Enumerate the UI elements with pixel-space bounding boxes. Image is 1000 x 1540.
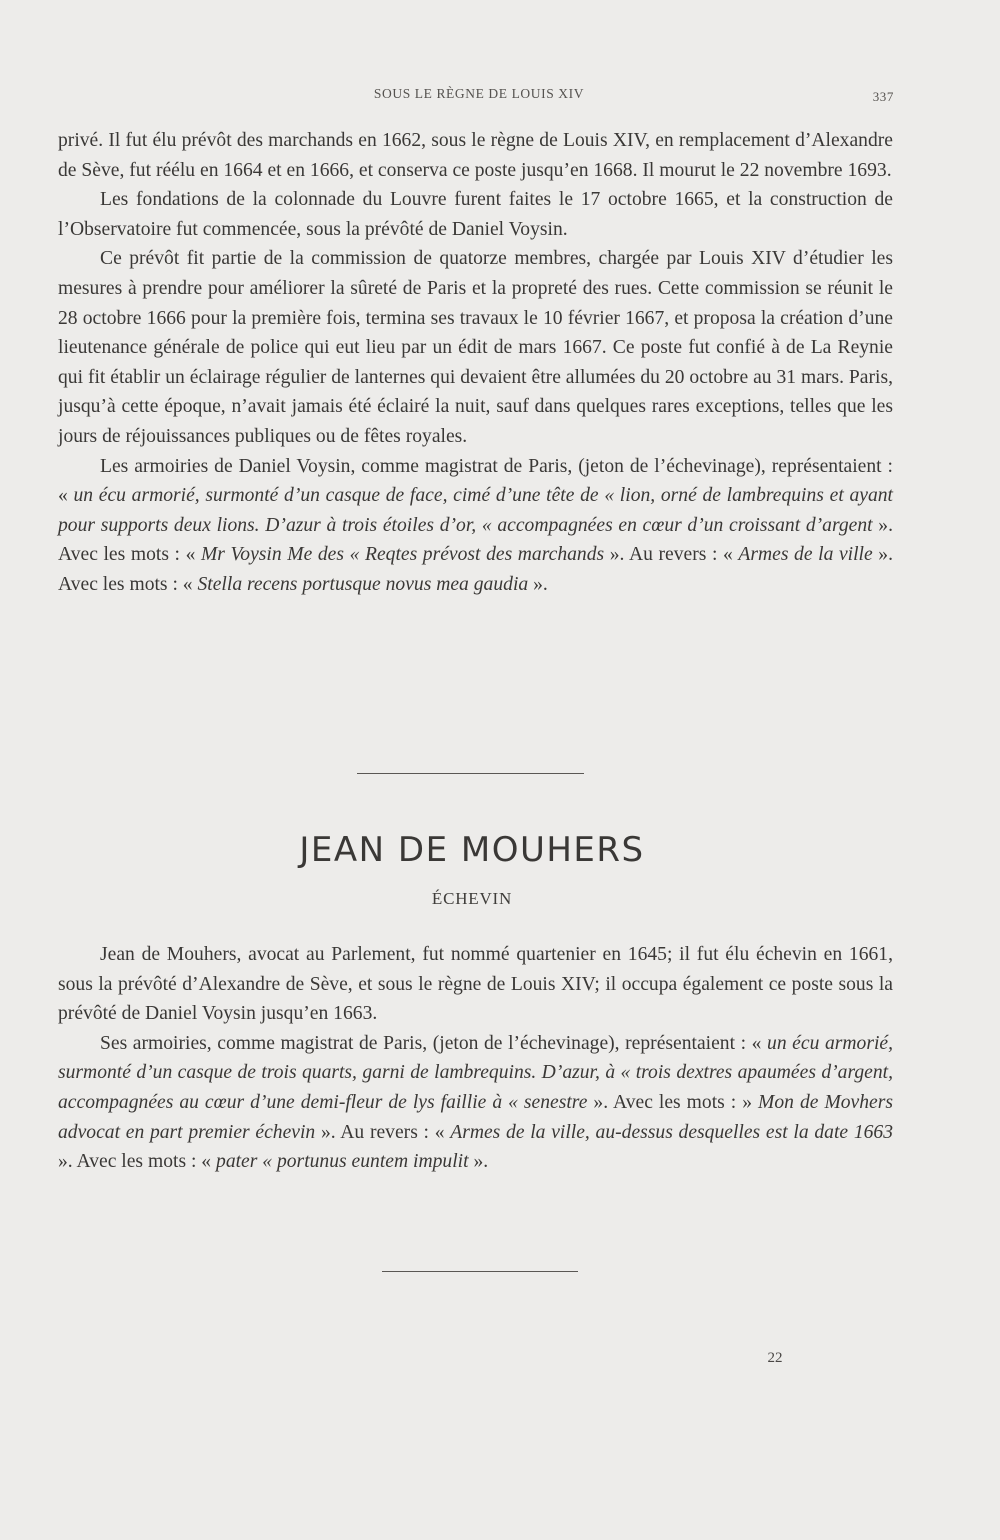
quote-italic: pater « portunus euntem impulit bbox=[216, 1151, 469, 1173]
running-header bbox=[0, 86, 1000, 106]
text-span: ». bbox=[528, 573, 548, 595]
section-voysin-text bbox=[58, 126, 893, 600]
paragraph-armoiries bbox=[58, 452, 893, 600]
text-span: Ses armoiries, comme magistrat de Paris, (jeton de l’échevinage), représentaient : « bbox=[100, 1032, 768, 1054]
quote-italic: Mr Voysin Me des « Reqtes prévost des marchands bbox=[200, 544, 605, 566]
text-span: ». Avec les mots : » bbox=[587, 1091, 759, 1113]
quote-italic: Stella recens portusque novus mea gaudia bbox=[197, 573, 529, 595]
paragraph: Les fondations de la colonnade du Louvre furent faites le 17 octobre 1665, et la construction de l’Observatoire fut commencée, sous la prévôté de Daniel Voysin. bbox=[58, 189, 893, 240]
text-span: ». Au revers : « bbox=[315, 1121, 451, 1143]
text-span: ». bbox=[468, 1151, 489, 1173]
running-title: SOUS LE RÈGNE DE LOUIS XIV bbox=[373, 86, 585, 101]
section-divider bbox=[357, 773, 584, 774]
signature-mark: 22 bbox=[767, 1350, 783, 1366]
quote-italic: un écu armorié, surmonté d’un casque de trois quarts, garni de lambrequins. D’azur, à « trois dextres apaumées d’argent, accompagnées au cœur d’une demi-fleur de lys faillie à « senestre bbox=[58, 1032, 893, 1113]
paragraph-armoiries bbox=[58, 1029, 893, 1177]
text-span: ». Avec les mots : « bbox=[58, 544, 893, 595]
closing-divider bbox=[382, 1271, 578, 1272]
text-span: ». Avec les mots : « bbox=[58, 1151, 217, 1173]
text-span: ». Avec les mots : « bbox=[58, 514, 893, 566]
paragraph: Ce prévôt fit partie de la commission de quatorze membres, chargée par Louis XIV d’étudier les mesures à prendre pour améliorer la sûreté de Paris et la propreté des rues. Cette commission se réunit le 28 octobre 1666 pour la première fois, termina ses travaux le 10 février 1667, et proposa la création d’une lieutenance générale de police qui eut lieu par un édit de mars 1667. Ce poste fut confié à de La Reynie qui fit établir un éclairage régulier de lanternes qui devaient être allumées du 20 octobre au 31 mars. Paris, jusqu’à cette époque, n’avait jamais été éclairé la nuit, sauf dans quelques rares exceptions, telles que les jours de réjouissances publiques ou de fêtes royales. bbox=[58, 248, 893, 447]
quote-italic: un écu armorié, surmonté d’un casque de face, cimé d’une tête de « lion, orné de lambrequins et ayant pour supports deux lions. D’azur à trois étoiles d’or, « accompagnées en cœur d’un croissant d’argent bbox=[58, 485, 893, 536]
section-heading: JEAN DE MOUHERS bbox=[299, 830, 645, 870]
quote-italic: Mon de Movhers advocat en part premier échevin bbox=[58, 1091, 894, 1143]
section-subheading: ÉCHEVIN bbox=[431, 889, 513, 908]
quote-italic: Armes de la ville bbox=[738, 544, 873, 566]
section-mouhers-text bbox=[58, 940, 893, 1177]
quote-italic: Armes de la ville, au-dessus desquelles est la date 1663 bbox=[450, 1121, 894, 1143]
paragraph: Jean de Mouhers, avocat au Parlement, fut nommé quartenier en 1645; il fut élu échevin en 1661, sous la prévôté d’Alexandre de Sève, et sous le règne de Louis XIV; il occupa également ce poste sous la prévôté de Daniel Voysin jusqu’en 1663. bbox=[58, 944, 893, 1025]
text-span: ». Au revers : « bbox=[604, 544, 739, 566]
page-number: 337 bbox=[872, 89, 894, 104]
text-span: Les armoiries de Daniel Voysin, comme magistrat de Paris, (jeton de l’échevinage), représentaient : « bbox=[58, 455, 893, 507]
paragraph: privé. Il fut élu prévôt des marchands en 1662, sous le règne de Louis XIV, en remplacement d’Alexandre de Sève, fut réélu en 1664 et en 1666, et conserva ce poste jusqu’en 1668. Il mourut le 22 novembre 1693. bbox=[58, 130, 893, 181]
